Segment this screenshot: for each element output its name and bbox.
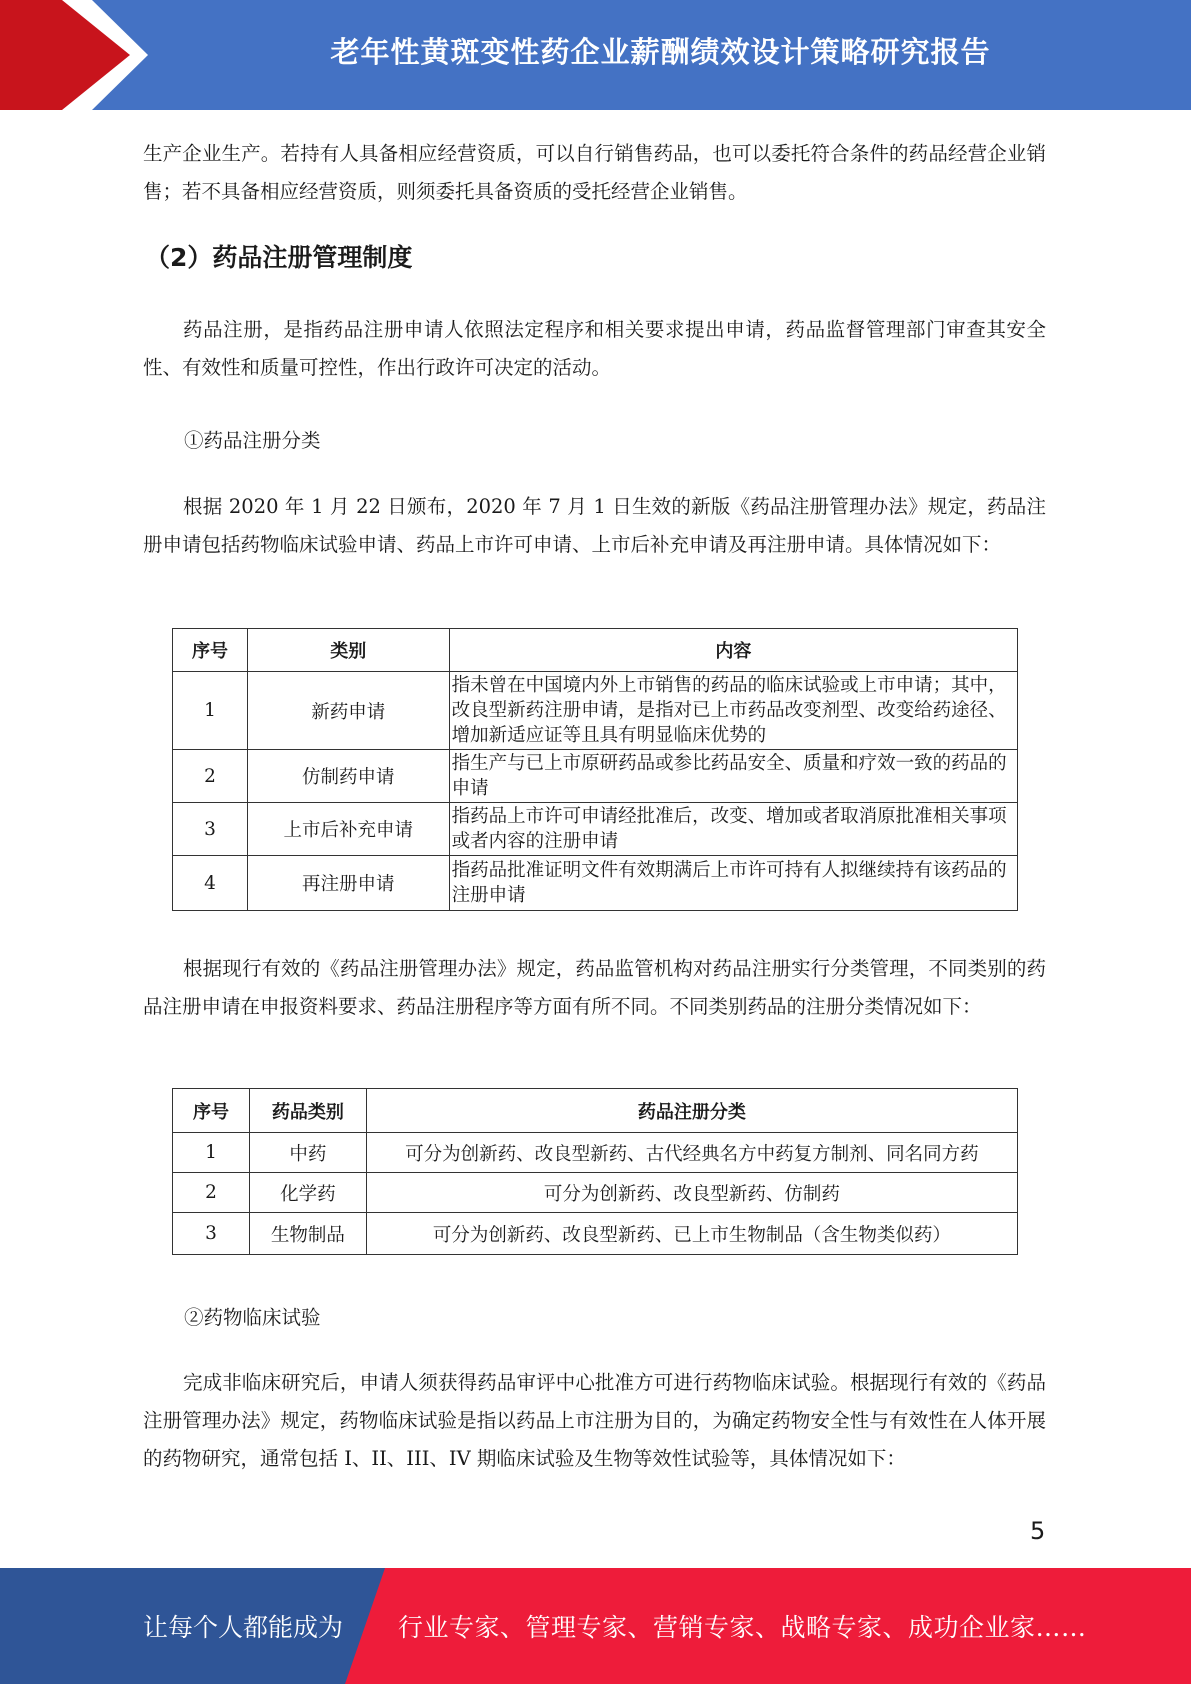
table-cell-index: 3 — [173, 803, 248, 856]
page-footer — [0, 1568, 1191, 1684]
table-cell-category: 化学药 — [249, 1173, 366, 1213]
table-row — [173, 1173, 1018, 1213]
table-cell-classification: 可分为创新药、改良型新药、仿制药 — [366, 1173, 1017, 1213]
table-header-cell: 序号 — [173, 1089, 250, 1133]
table-cell-category: 新药申请 — [247, 672, 449, 750]
section-heading: （2）药品注册管理制度 — [145, 243, 413, 272]
table-header-row — [173, 1089, 1018, 1133]
table-cell-category: 生物制品 — [249, 1213, 366, 1255]
table-header-row — [173, 629, 1018, 672]
table-cell-content: 指药品上市许可申请经批准后，改变、增加或者取消原批准相关事项或者内容的注册申请 — [449, 803, 1017, 856]
table-row — [173, 750, 1018, 803]
table-cell-classification: 可分为创新药、改良型新药、古代经典名方中药复方制剂、同名同方药 — [366, 1133, 1017, 1173]
table-row — [173, 672, 1018, 750]
subheading-registration-classification: ①药品注册分类 — [184, 429, 321, 452]
red-chevron-icon — [0, 0, 160, 110]
footer-slogan-right: 行业专家、管理专家、营销专家、战略专家、成功企业家…… — [398, 1613, 1087, 1642]
table-header-cell: 类别 — [247, 629, 449, 672]
table-header-cell: 药品注册分类 — [366, 1089, 1017, 1133]
report-title: 老年性黄斑变性药企业薪酬绩效设计策略研究报告 — [330, 34, 991, 69]
registration-types-table — [172, 628, 1018, 911]
regulation-paragraph: 根据 2020 年 1 月 22 日颁布，2020 年 7 月 1 日生效的新版《药品注册管理办法》规定，药品注册申请包括药物临床试验申请、药品上市许可申请、上市后补充申请及再注册申请。具体情况如下： — [143, 495, 1046, 556]
table-cell-category: 中药 — [249, 1133, 366, 1173]
table-row — [173, 803, 1018, 856]
classification-paragraph: 根据现行有效的《药品注册管理办法》规定，药品监管机构对药品注册实行分类管理，不同类别的药品注册申请在申报资料要求、药品注册程序等方面有所不同。不同类别药品的注册分类情况如下： — [143, 957, 1046, 1018]
table-cell-index: 2 — [173, 750, 248, 803]
table-cell-index: 1 — [173, 1133, 250, 1173]
table-cell-category: 上市后补充申请 — [247, 803, 449, 856]
table-cell-content: 指生产与已上市原研药品或参比药品安全、质量和疗效一致的药品的申请 — [449, 750, 1017, 803]
intro-paragraph: 生产企业生产。若持有人具备相应经营资质，可以自行销售药品，也可以委托符合条件的药品经营企业销售；若不具备相应经营资质，则须委托具备资质的受托经营企业销售。 — [143, 142, 1046, 203]
table-cell-index: 2 — [173, 1173, 250, 1213]
table-row — [173, 1133, 1018, 1173]
footer-slogan-left: 让每个人都能成为 — [143, 1613, 344, 1642]
table-header-cell: 药品类别 — [249, 1089, 366, 1133]
table-cell-content: 指未曾在中国境内外上市销售的药品的临床试验或上市申请；其中，改良型新药注册申请，是指对已上市药品改变剂型、改变给药途径、增加新适应证等且具有明显临床优势的 — [449, 672, 1017, 750]
page-header — [0, 0, 1191, 110]
table-row — [173, 856, 1018, 911]
table-cell-classification: 可分为创新药、改良型新药、已上市生物制品（含生物类似药） — [366, 1213, 1017, 1255]
drug-category-table — [172, 1088, 1018, 1255]
table-cell-index: 1 — [173, 672, 248, 750]
table-cell-index: 3 — [173, 1213, 250, 1255]
table-cell-content: 指药品批准证明文件有效期满后上市许可持有人拟继续持有该药品的注册申请 — [449, 856, 1017, 911]
table-header-cell: 序号 — [173, 629, 248, 672]
table-header-cell: 内容 — [449, 629, 1017, 672]
table-row — [173, 1213, 1018, 1255]
table-cell-index: 4 — [173, 856, 248, 911]
table-cell-category: 再注册申请 — [247, 856, 449, 911]
page-number: 5 — [1030, 1517, 1046, 1545]
subheading-clinical-trial: ②药物临床试验 — [184, 1306, 321, 1329]
definition-paragraph: 药品注册，是指药品注册申请人依照法定程序和相关要求提出申请，药品监督管理部门审查其安全性、有效性和质量可控性，作出行政许可决定的活动。 — [143, 318, 1046, 379]
table-cell-category: 仿制药申请 — [247, 750, 449, 803]
clinical-trial-paragraph: 完成非临床研究后，申请人须获得药品审评中心批准方可进行药物临床试验。根据现行有效的《药品注册管理办法》规定，药物临床试验是指以药品上市注册为目的，为确定药物安全性与有效性在人体开展的药物研究，通常包括 I、II、III、IV 期临床试验及生物等效性试验等，具体情况如下： — [143, 1371, 1046, 1470]
